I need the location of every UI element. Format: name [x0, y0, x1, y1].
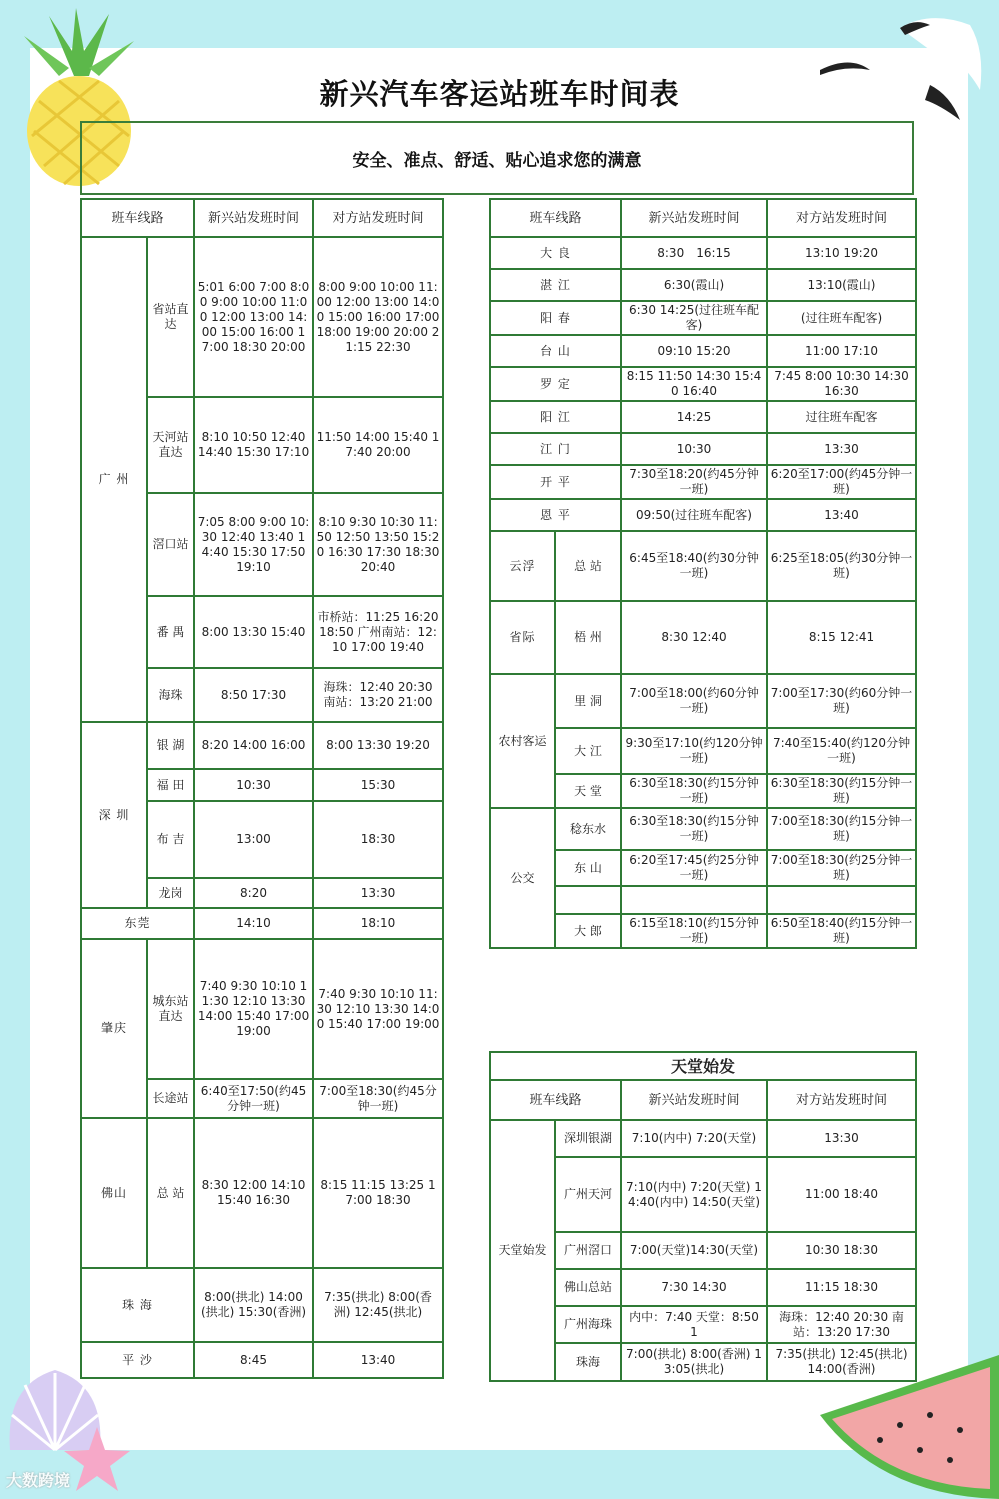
- xinxing-times: 9:30至17:10(约120分钟一班): [621, 728, 767, 774]
- route-name: 大 良: [490, 237, 621, 269]
- route-name: 罗 定: [490, 367, 621, 401]
- other-times: 13:10(霞山): [767, 269, 916, 301]
- left-timetable: [80, 198, 444, 1379]
- xinxing-times: 8:15 11:50 14:30 15:40 16:40: [621, 367, 767, 401]
- other-times: 13:30: [767, 1120, 916, 1157]
- other-times: 18:10: [313, 908, 443, 939]
- xinxing-times: 10:30: [621, 433, 767, 465]
- xinxing-times: 7:30 14:30: [621, 1269, 767, 1306]
- tiantang-heading: 天堂始发: [490, 1052, 916, 1080]
- tiantang-timetable: [489, 1051, 917, 1382]
- other-times: 8:15 11:15 13:25 17:00 18:30: [313, 1118, 443, 1268]
- route-name: 恩 平: [490, 499, 621, 531]
- header-xinxing: 新兴站发班时间: [621, 199, 767, 237]
- other-times: 7:35(拱北) 8:00(香洲) 12:45(拱北): [313, 1268, 443, 1342]
- header-route: 班车线路: [490, 1080, 621, 1120]
- xinxing-times: 8:30 12:40: [621, 601, 767, 674]
- starfish-icon: [62, 1425, 132, 1495]
- group-nongcun: 农村客运: [490, 674, 555, 808]
- table-row: [81, 722, 443, 769]
- group-tiantang: 天堂始发: [490, 1120, 555, 1381]
- xinxing-times: 7:00(天堂)14:30(天堂): [621, 1232, 767, 1269]
- other-times: 8:10 9:30 10:30 11:50 12:50 13:50 15:20 16:30 17:30 18:30 20:40: [313, 493, 443, 596]
- xinxing-times: 09:50(过往班车配客): [621, 499, 767, 531]
- group-yunfu: 云浮: [490, 531, 555, 601]
- route-name: 天河站直达: [147, 397, 194, 493]
- right-timetable: [489, 198, 917, 949]
- table-row: [490, 808, 916, 850]
- route-name: 江 门: [490, 433, 621, 465]
- route-name: 龙岗: [147, 878, 194, 908]
- route-name: 广州滘口: [555, 1232, 621, 1269]
- xinxing-times: 8:00(拱北) 14:00(拱北) 15:30(香洲): [194, 1268, 313, 1342]
- table-row: [81, 939, 443, 1079]
- header-other: 对方站发班时间: [767, 199, 916, 237]
- table-row: [490, 499, 916, 531]
- xinxing-times: 8:50 17:30: [194, 668, 313, 722]
- table-header: [81, 199, 443, 237]
- route-name: 广州天河: [555, 1157, 621, 1232]
- other-times: 7:00至18:30(约45分钟一班): [313, 1079, 443, 1118]
- other-times: 7:40 9:30 10:10 11:30 12:10 13:30 14:00 15:40 17:00 19:00: [313, 939, 443, 1079]
- other-times: 13:10 19:20: [767, 237, 916, 269]
- table-row: [81, 1118, 443, 1268]
- xinxing-times: 10:30: [194, 769, 313, 801]
- xinxing-times: 13:00: [194, 801, 313, 878]
- other-times: 7:00至17:30(约60分钟一班): [767, 674, 916, 728]
- group-gongjiao: 公交: [490, 808, 555, 948]
- xinxing-times: 14:10: [194, 908, 313, 939]
- group-zhaoqing: 肇庆: [81, 939, 147, 1118]
- table-row: [81, 1268, 443, 1342]
- xinxing-times: 6:15至18:10(约15分钟一班): [621, 914, 767, 948]
- xinxing-times: 8:30 12:00 14:10 15:40 16:30: [194, 1118, 313, 1268]
- xinxing-times: 7:30至18:20(约45分钟一班): [621, 465, 767, 499]
- route-name: 平 沙: [81, 1342, 194, 1378]
- group-foshan: 佛山: [81, 1118, 147, 1268]
- other-times: 8:00 9:00 10:00 11:00 12:00 13:00 14:00 15:00 16:00 17:00 18:00 19:00 20:00 21:15 22:30: [313, 237, 443, 397]
- table-row: [81, 908, 443, 939]
- xinxing-times: [621, 886, 767, 914]
- xinxing-times: 8:00 13:30 15:40: [194, 596, 313, 668]
- xinxing-times: 6:30 14:25(过往班车配客): [621, 301, 767, 335]
- route-name: 东莞: [81, 908, 194, 939]
- route-name: 珠 海: [81, 1268, 194, 1342]
- other-times: 11:00 17:10: [767, 335, 916, 367]
- xinxing-times: 7:05 8:00 9:00 10:30 12:40 13:40 14:40 15:30 17:50 19:10: [194, 493, 313, 596]
- route-name: 天 堂: [555, 774, 621, 808]
- route-name: 广州海珠: [555, 1306, 621, 1343]
- other-times: 6:25至18:05(约30分钟一班): [767, 531, 916, 601]
- route-name: 银 湖: [147, 722, 194, 769]
- route-name: 福 田: [147, 769, 194, 801]
- table-row: [490, 601, 916, 674]
- route-name: 省站直达: [147, 237, 194, 397]
- route-name: 台 山: [490, 335, 621, 367]
- xinxing-times: 7:10(内中) 7:20(天堂): [621, 1120, 767, 1157]
- other-times: (过往班车配客): [767, 301, 916, 335]
- xinxing-times: 5:01 6:00 7:00 8:00 9:00 10:00 11:00 12:00 13:00 14:00 15:00 16:00 17:00 18:30 20:00: [194, 237, 313, 397]
- xinxing-times: 6:20至17:45(约25分钟一班): [621, 850, 767, 886]
- other-times: 7:35(拱北) 12:45(拱北) 14:00(香洲): [767, 1343, 916, 1381]
- xinxing-times: 6:45至18:40(约30分钟一班): [621, 531, 767, 601]
- route-name: 开 平: [490, 465, 621, 499]
- table-row: [490, 1120, 916, 1157]
- xinxing-times: 8:10 10:50 12:40 14:40 15:30 17:10: [194, 397, 313, 493]
- table-row: [490, 401, 916, 433]
- xinxing-times: 14:25: [621, 401, 767, 433]
- other-times: [767, 886, 916, 914]
- page-title: 新兴汽车客运站班车时间表: [319, 77, 680, 111]
- table-row: [81, 1342, 443, 1378]
- other-times: 11:15 18:30: [767, 1269, 916, 1306]
- table-row: [490, 269, 916, 301]
- table-row: [490, 367, 916, 401]
- route-name: 阳 春: [490, 301, 621, 335]
- route-name: 珠海: [555, 1343, 621, 1381]
- other-times: 过往班车配客: [767, 401, 916, 433]
- route-name: 布 吉: [147, 801, 194, 878]
- xinxing-times: 09:10 15:20: [621, 335, 767, 367]
- xinxing-times: 6:30至18:30(约15分钟一班): [621, 808, 767, 850]
- group-shengji: 省际: [490, 601, 555, 674]
- header-other: 对方站发班时间: [313, 199, 443, 237]
- other-times: 10:30 18:30: [767, 1232, 916, 1269]
- other-times: 11:00 18:40: [767, 1157, 916, 1232]
- other-times: 8:15 12:41: [767, 601, 916, 674]
- table-header: [490, 1080, 916, 1120]
- xinxing-times: 6:30(霞山): [621, 269, 767, 301]
- other-times: 18:30: [313, 801, 443, 878]
- header-route: 班车线路: [490, 199, 621, 237]
- table-row: [490, 674, 916, 728]
- xinxing-times: 7:00至18:00(约60分钟一班): [621, 674, 767, 728]
- other-times: 13:40: [767, 499, 916, 531]
- other-times: 13:30: [313, 878, 443, 908]
- header-xinxing: 新兴站发班时间: [621, 1080, 767, 1120]
- route-name: 海珠: [147, 668, 194, 722]
- other-times: 7:45 8:00 10:30 14:30 16:30: [767, 367, 916, 401]
- table-row: [490, 531, 916, 601]
- route-name: 阳 江: [490, 401, 621, 433]
- other-times: 13:40: [313, 1342, 443, 1378]
- route-name: 佛山总站: [555, 1269, 621, 1306]
- route-name: [555, 886, 621, 914]
- table-row: [490, 301, 916, 335]
- xinxing-times: 8:30 16:15: [621, 237, 767, 269]
- header-other: 对方站发班时间: [767, 1080, 916, 1120]
- other-times: 8:00 13:30 19:20: [313, 722, 443, 769]
- xinxing-times: 7:10(内中) 7:20(天堂) 14:40(内中) 14:50(天堂): [621, 1157, 767, 1232]
- header-xinxing: 新兴站发班时间: [194, 199, 313, 237]
- route-name: 大 江: [555, 728, 621, 774]
- route-name: 湛 江: [490, 269, 621, 301]
- other-times: 海珠：12:40 20:30 南站：13:20 17:30: [767, 1306, 916, 1343]
- route-name: 大 郎: [555, 914, 621, 948]
- route-name: 总 站: [555, 531, 621, 601]
- other-times: 6:20至17:00(约45分钟一班): [767, 465, 916, 499]
- route-name: 城东站直达: [147, 939, 194, 1079]
- other-times: 7:00至18:30(约15分钟一班): [767, 808, 916, 850]
- table-row: [490, 465, 916, 499]
- group-guangzhou: 广 州: [81, 237, 147, 722]
- other-times: 6:50至18:40(约15分钟一班): [767, 914, 916, 948]
- other-times: 海珠：12:40 20:30 南站：13:20 21:00: [313, 668, 443, 722]
- route-name: 总 站: [147, 1118, 194, 1268]
- xinxing-times: 7:40 9:30 10:10 11:30 12:10 13:30 14:00 15:40 17:00 19:00: [194, 939, 313, 1079]
- route-name: 长途站: [147, 1079, 194, 1118]
- other-times: 市桥站：11:25 16:20 18:50 广州南站：12:10 17:00 19:40: [313, 596, 443, 668]
- group-shenzhen: 深 圳: [81, 722, 147, 908]
- other-times: 7:00至18:30(约25分钟一班): [767, 850, 916, 886]
- other-times: 11:50 14:00 15:40 17:40 20:00: [313, 397, 443, 493]
- xinxing-times: 8:20: [194, 878, 313, 908]
- table-row: [490, 335, 916, 367]
- other-times: 7:40至15:40(约120分钟一班): [767, 728, 916, 774]
- route-name: 稔东水: [555, 808, 621, 850]
- table-row: [81, 237, 443, 397]
- route-name: 番 禺: [147, 596, 194, 668]
- other-times: 6:30至18:30(约15分钟一班): [767, 774, 916, 808]
- route-name: 滘口站: [147, 493, 194, 596]
- xinxing-times: 7:00(拱北) 8:00(香洲) 13:05(拱北): [621, 1343, 767, 1381]
- route-name: 里 洞: [555, 674, 621, 728]
- xinxing-times: 8:45: [194, 1342, 313, 1378]
- table-header: [490, 199, 916, 237]
- table-caption: [490, 1052, 916, 1080]
- xinxing-times: 6:40至17:50(约45分钟一班): [194, 1079, 313, 1118]
- table-row: [490, 433, 916, 465]
- header-route: 班车线路: [81, 199, 194, 237]
- route-name: 东 山: [555, 850, 621, 886]
- xinxing-times: 8:20 14:00 16:00: [194, 722, 313, 769]
- xinxing-times: 内中：7:40 天堂：8:50 1: [621, 1306, 767, 1343]
- table-row: [490, 237, 916, 269]
- route-name: 深圳银湖: [555, 1120, 621, 1157]
- other-times: 15:30: [313, 769, 443, 801]
- slogan: 安全、准点、舒适、贴心追求您的满意: [80, 121, 914, 195]
- other-times: 13:30: [767, 433, 916, 465]
- watermark: 大数跨境: [6, 1471, 71, 1490]
- route-name: 梧 州: [555, 601, 621, 674]
- xinxing-times: 6:30至18:30(约15分钟一班): [621, 774, 767, 808]
